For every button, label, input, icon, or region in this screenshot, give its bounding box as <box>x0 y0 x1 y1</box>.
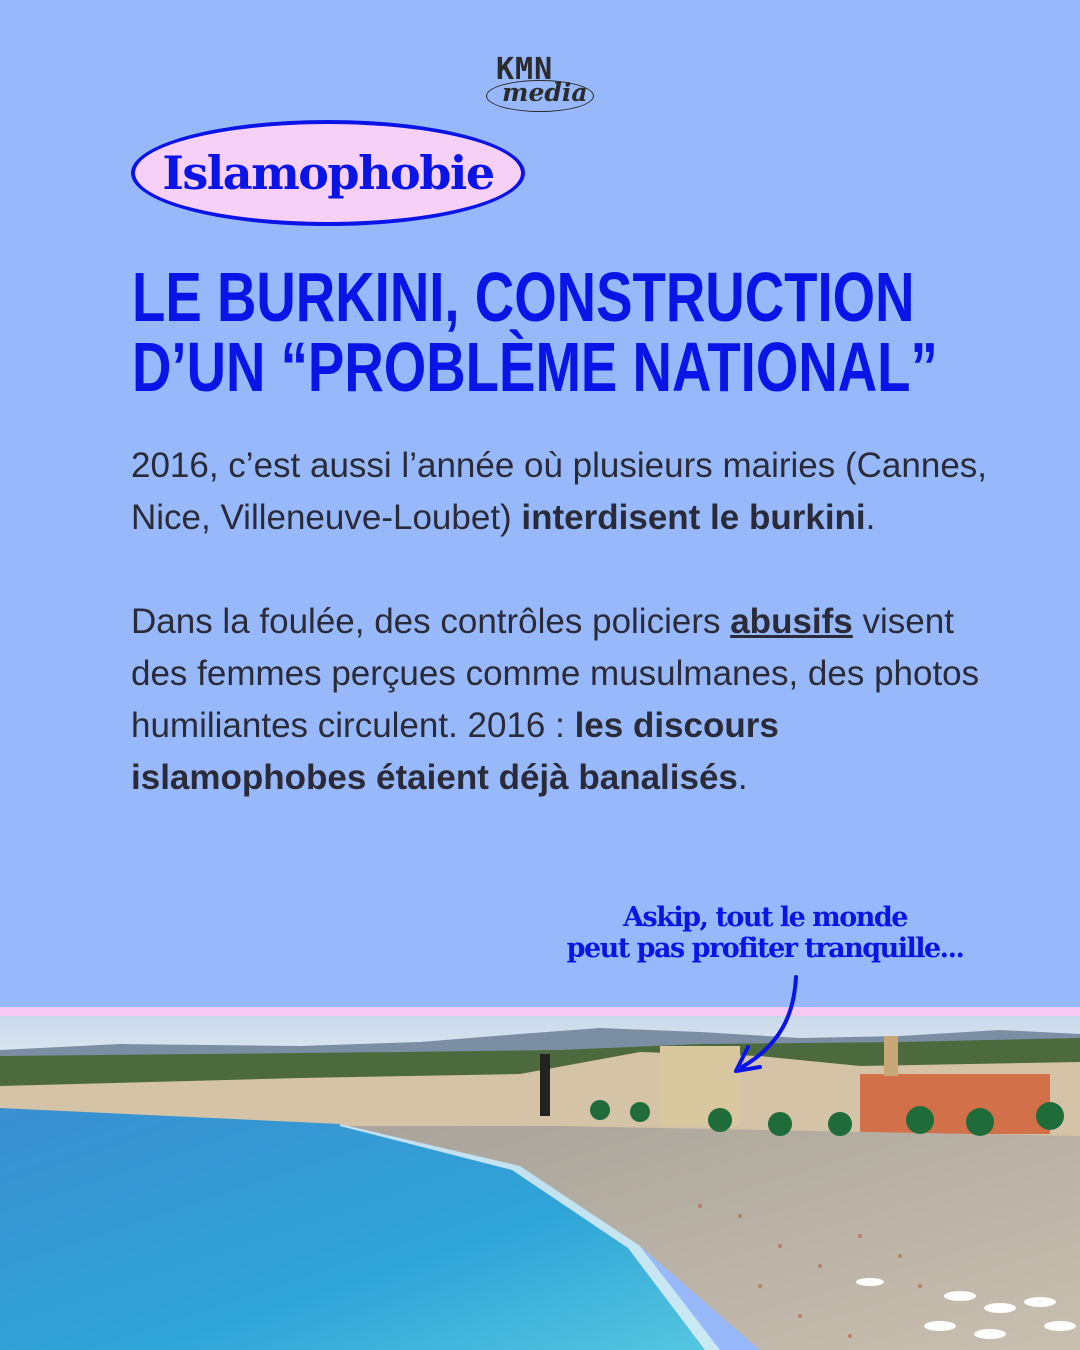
annotation-note <box>560 902 970 964</box>
p1-bold: interdisent le burkini <box>521 498 866 537</box>
bell-tower <box>884 1036 898 1076</box>
p2-end: . <box>737 758 748 797</box>
title-line-1: LE BURKINI, CONSTRUCTION <box>132 258 915 336</box>
p2-bold: les discours islamophobes étaient déjà banalisés <box>131 706 779 797</box>
annotation-line-1: Askip, tout le monde <box>623 902 907 933</box>
logo-text-media: media <box>502 78 588 107</box>
red-roof-buildings <box>860 1074 1050 1134</box>
arrow-icon <box>720 975 810 1085</box>
p1-end: . <box>865 498 876 537</box>
body-text <box>131 440 1011 856</box>
paragraph-1 <box>131 440 1011 544</box>
annotation-line-2: peut pas profiter tranquille... <box>566 933 964 964</box>
nice-beach-photo <box>0 1016 1080 1350</box>
pink-divider <box>0 1007 1080 1016</box>
logo-text-kmn: KMN <box>496 52 554 87</box>
category-tag-label: Islamophobie <box>162 146 494 200</box>
p2-text: Dans la foulée, des contrôles policiers <box>131 602 731 641</box>
p1-text: 2016, c’est aussi l’année où plusieurs mairies (Cannes, Nice, Villeneuve-Loubet) <box>131 446 988 537</box>
monument <box>540 1054 550 1116</box>
kmn-media-logo <box>486 52 596 114</box>
title-line-2: D’UN “PROBLÈME NATIONAL” <box>132 328 938 406</box>
paragraph-2 <box>131 596 1011 804</box>
p2-text-2: visent des femmes perçues comme musulmanes, des photos humiliantes circulent. 2016 : <box>131 602 980 745</box>
page-title <box>132 258 938 406</box>
p2-underline: abusifs <box>730 602 853 641</box>
category-tag <box>131 120 525 226</box>
